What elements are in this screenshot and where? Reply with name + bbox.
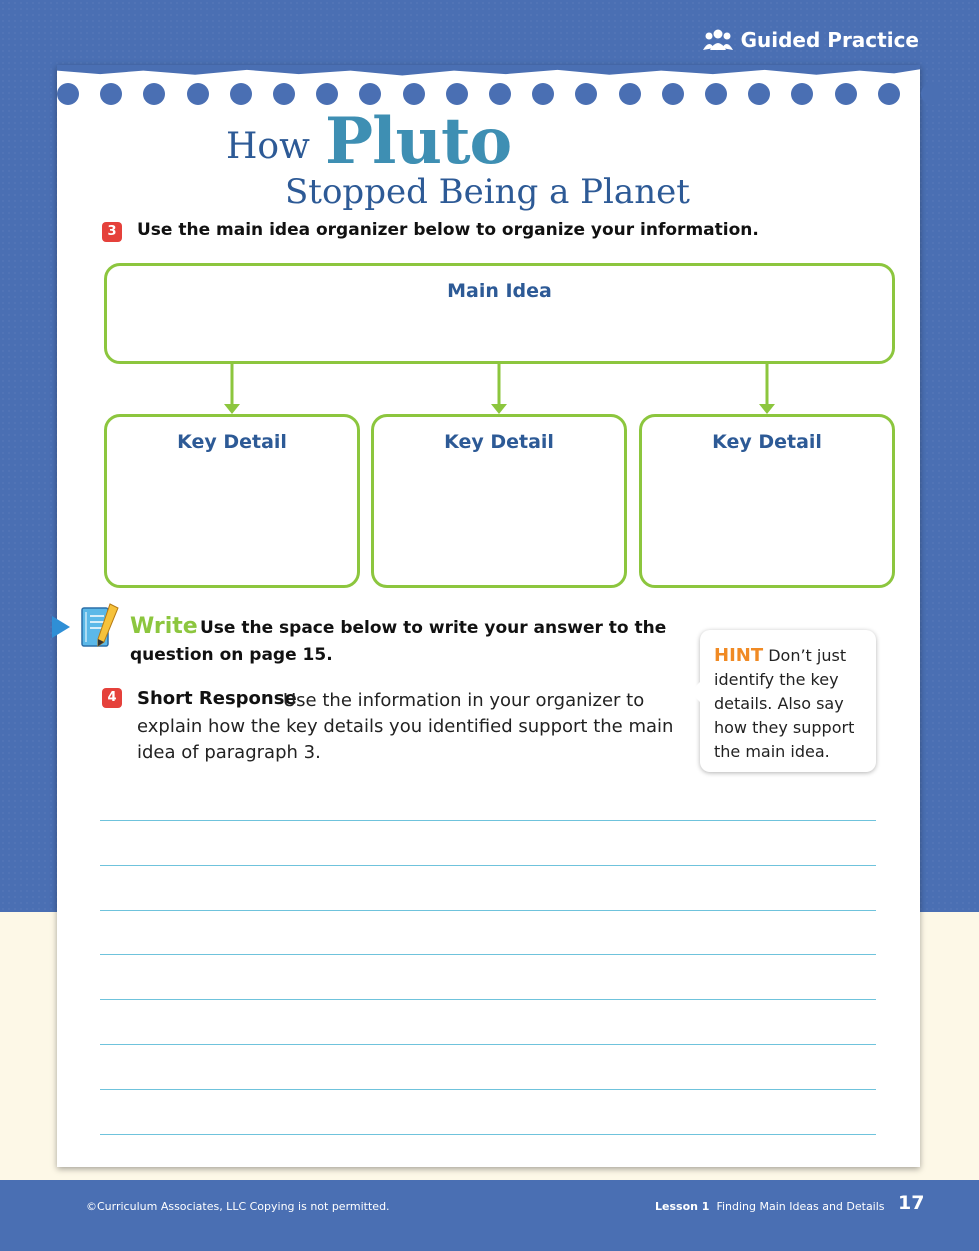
answer-line[interactable] xyxy=(100,1134,876,1135)
arrow-down-icon xyxy=(489,364,509,416)
question-3-badge: 3 xyxy=(102,222,122,242)
key-detail-label: Key Detail xyxy=(712,431,822,453)
binder-hole xyxy=(705,83,727,105)
binder-hole xyxy=(662,83,684,105)
key-detail-box-3[interactable] xyxy=(639,414,895,588)
binder-hole xyxy=(619,83,641,105)
section-label: Guided Practice xyxy=(740,28,919,52)
question-4-title: Short Response xyxy=(137,688,297,709)
answer-line[interactable] xyxy=(100,865,876,866)
title-how: How xyxy=(226,126,310,167)
hint-text: Don’t just identify the key details. Also say how they support the main idea. xyxy=(714,646,855,761)
hint-tail xyxy=(690,682,700,702)
title-subtitle: Stopped Being a Planet xyxy=(285,172,690,212)
torn-edge xyxy=(57,65,920,79)
lesson-title: Finding Main Ideas and Details xyxy=(716,1200,885,1213)
hint-label: HINT xyxy=(714,645,764,666)
question-3-text: Use the main idea organizer below to organize your information. xyxy=(137,220,759,240)
key-detail-box-1[interactable] xyxy=(104,414,360,588)
binder-hole xyxy=(446,83,468,105)
binder-hole xyxy=(835,83,857,105)
binder-hole xyxy=(187,83,209,105)
binder-hole xyxy=(575,83,597,105)
lesson-label: Lesson 1 xyxy=(655,1200,710,1213)
key-detail-label: Key Detail xyxy=(444,431,554,453)
write-instruction-line1: Use the space below to write your answer to the xyxy=(200,618,667,638)
footer-copyright: ©Curriculum Associates, LLC Copying is not permitted. xyxy=(86,1200,390,1213)
main-idea-label: Main Idea xyxy=(447,280,552,302)
arrow-down-icon xyxy=(757,364,777,416)
main-idea-box[interactable] xyxy=(104,263,895,364)
binder-hole xyxy=(359,83,381,105)
binder-hole xyxy=(791,83,813,105)
binder-hole xyxy=(57,83,79,105)
answer-line[interactable] xyxy=(100,820,876,821)
binder-hole xyxy=(748,83,770,105)
arrow-down-icon xyxy=(222,364,242,416)
answer-line[interactable] xyxy=(100,999,876,1000)
answer-line[interactable] xyxy=(100,954,876,955)
question-4-badge: 4 xyxy=(102,688,122,708)
binder-hole xyxy=(316,83,338,105)
question-4-body xyxy=(137,688,677,766)
play-marker-icon xyxy=(52,616,70,638)
binder-hole xyxy=(273,83,295,105)
binder-hole xyxy=(878,83,900,105)
answer-line[interactable] xyxy=(100,910,876,911)
binder-hole xyxy=(489,83,511,105)
binder-hole xyxy=(532,83,554,105)
footer-band xyxy=(0,1180,979,1251)
binder-hole xyxy=(921,83,943,105)
key-detail-label: Key Detail xyxy=(177,431,287,453)
binder-hole xyxy=(100,83,122,105)
people-icon xyxy=(703,28,733,52)
write-label: Write xyxy=(130,614,198,639)
hint-callout xyxy=(700,630,876,772)
title-pluto: Pluto xyxy=(325,104,512,179)
notebook-pencil-icon xyxy=(80,602,122,652)
page-number: 17 xyxy=(898,1192,925,1214)
answer-line[interactable] xyxy=(100,1044,876,1045)
section-header xyxy=(703,28,919,52)
footer-lesson xyxy=(655,1200,885,1213)
answer-line[interactable] xyxy=(100,1089,876,1090)
binder-hole xyxy=(230,83,252,105)
binder-hole xyxy=(403,83,425,105)
write-instruction-line2: question on page 15. xyxy=(130,645,333,665)
key-detail-box-2[interactable] xyxy=(371,414,627,588)
binder-hole xyxy=(143,83,165,105)
question-4-text: Use the information in your organizer to explain how the key details you identified support the main idea of paragraph 3. xyxy=(137,690,674,763)
